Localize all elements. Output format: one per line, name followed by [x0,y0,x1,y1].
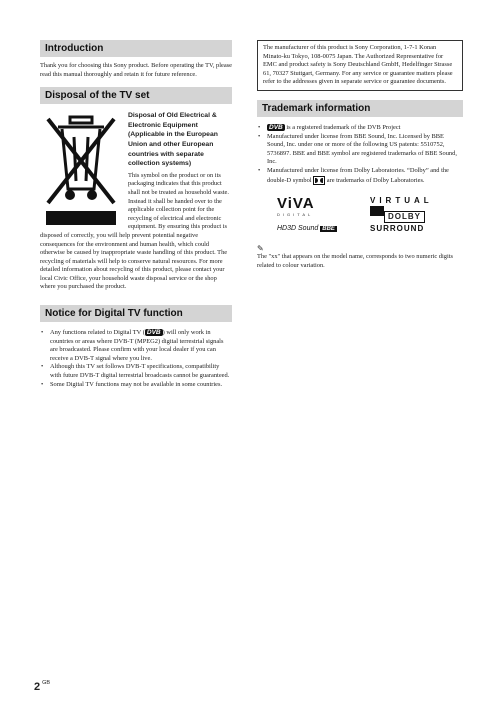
virtual-dolby-surround-logo: VIRTUAL DOLBY SURROUND [370,196,433,234]
logo-row [257,196,463,236]
introduction-heading: Introduction [40,40,232,57]
viva-digital-logo: ViVA DIGITAL HD3D Sound BBE [277,195,335,233]
trademark-heading: Trademark information [257,100,463,117]
dolby-double-d-icon [313,176,325,185]
dvb-logo-icon: DVB [146,329,161,337]
introduction-text: Thank you for choosing this Sony product. Before operating the TV, please read this manual thoroughly and retain it for future reference. [40,62,232,78]
crossed-out-bin-icon [40,111,124,231]
trademark-list [257,124,463,185]
digital-tv-list [40,329,232,389]
disposal-heading: Disposal of the TV set [40,87,232,104]
model-note-text: The "xx" that appears on the model name, corresponds to two numeric digits related to colour variation. [257,253,454,269]
disposal-title: Disposal of Old Electrical & Electronic Equipment (Applicable in the European Union and other European countries with separate collection systems) [128,112,218,168]
list-item: • Any functions related to Digital TV ( DVB ) will only work in countries or areas where DVB-T (MPEG2) digital terrestrial signals are broadcasted. Please confirm with your local dealer if you can receive a DVB-T signal where you live. [41,329,224,362]
note-pencil-icon: ✎ [257,244,264,254]
disposal-section [40,111,232,292]
manufacturer-box: The manufacturer of this product is Sony Corporation, 1-7-1 Konan Minato-ku Tokyo, 108-0075 Japan. The Authorized Representative for EMC and product safety is Sony Deutschland GmbH, Hedelfinger Strasse 61, 70327 Stuttgart, Germany. For any service or guarantee matters please refer to the addresses given in separate service or guarantee documents. [257,40,463,91]
list-item: • DVB is a registered trademark of the DVB Project [258,123,401,131]
page-number: 2 $^{GB}$ [34,680,51,693]
right-column [257,40,463,270]
list-item: • Although this TV set follows DVB-T specifications, compatibility with future DVB-T digital terrestrial broadcasts cannot be guaranteed. [41,363,230,380]
list-item: • Some Digital TV functions may not be available in some countries. [41,380,223,388]
disposal-text: This symbol on the product or on its packaging indicates that this product shall not be treated as household waste. Instead it shall be handed over to the applicable collection point for the recycling of electrical and electronic equipment. By ensuring this product is disposed of correctly, you will help prevent potential negative consequences for the environment and human health, which could otherwise be caused by inappropriate waste handling of this product. The recycling of materials will help to conserve natural resources. For more detailed information about recycling of this product, please contact your local Civic Office, your household waste disposal service or the shop where you purchased the product. [40,171,229,291]
dolby-double-d-icon [370,206,384,216]
list-item: • Manufactured under license from BBE Sound, Inc. Licensed by BBE Sound, Inc. under one or more of the following US patents: 5510752, 5736897. BBE and BBE symbol are registered trademarks of BBE Sound, Inc. [258,132,457,166]
dvb-logo-icon: DVB [269,124,283,131]
digital-tv-heading: Notice for Digital TV function [40,305,232,322]
left-column [40,40,232,389]
list-item: • Manufactured under license from Dolby Laboratories. “Dolby” and the double-D symbol are trademarks of Dolby Laboratories. [258,166,449,184]
